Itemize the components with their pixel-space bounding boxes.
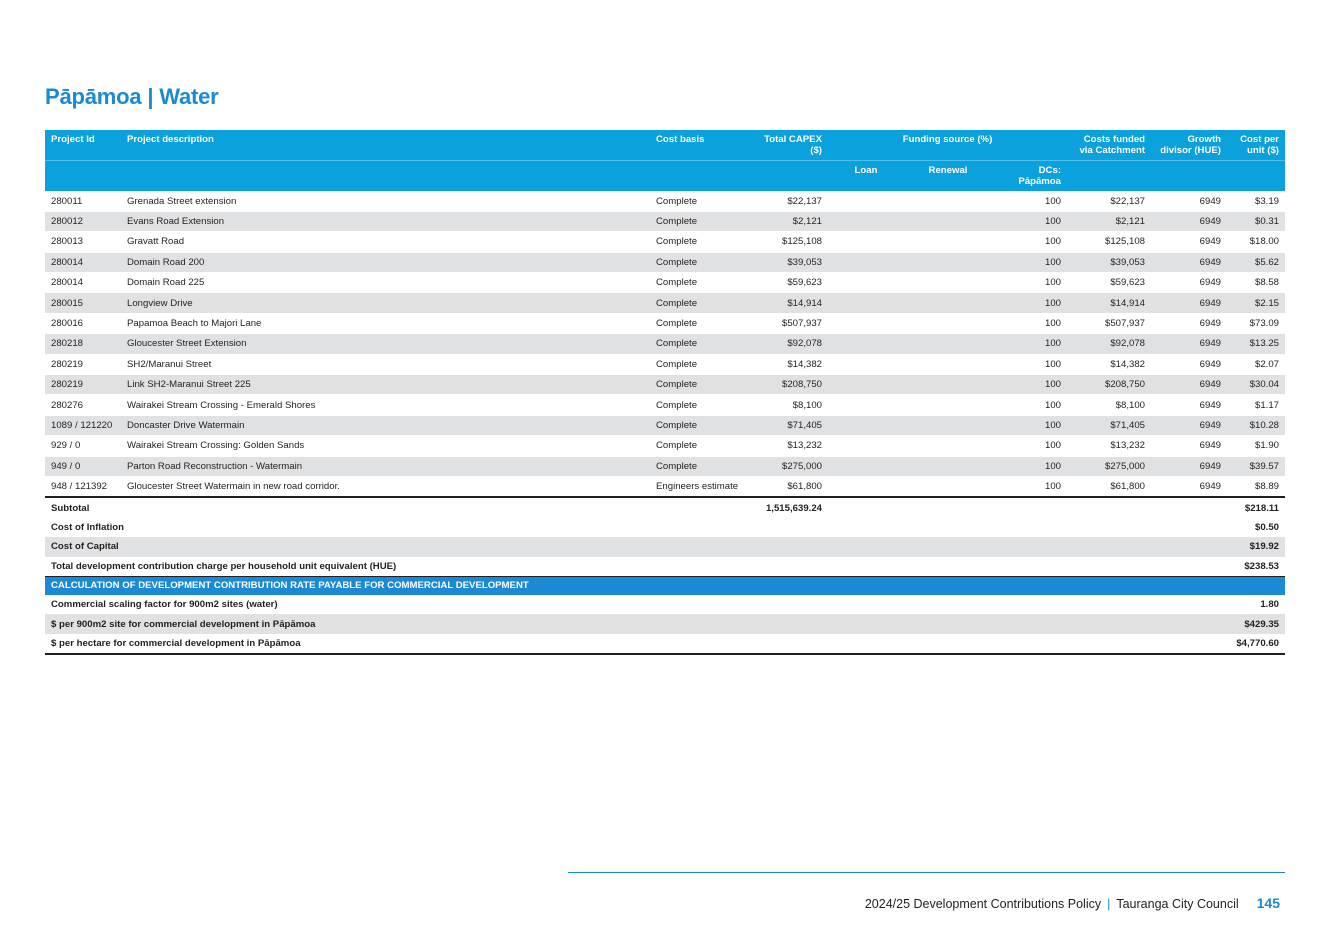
growth-divisor-cell: 6949 [1151, 273, 1227, 293]
table-row [45, 354, 1285, 374]
costs-funded-cell: $507,937 [1067, 313, 1151, 333]
capital-cost: $19.92 [1227, 537, 1285, 556]
growth-divisor-cell: 6949 [1151, 334, 1227, 354]
cost-basis-cell: Complete [650, 293, 750, 313]
dcs-cell: 100 [992, 334, 1067, 354]
cost-per-unit-cell: $2.15 [1227, 293, 1285, 313]
dcs-cell: 100 [992, 211, 1067, 231]
loan-cell [828, 334, 904, 354]
table-row [45, 293, 1285, 313]
total-capex-cell: $61,800 [750, 476, 828, 497]
cost-basis-cell: Complete [650, 211, 750, 231]
table-row [45, 395, 1285, 415]
scaling-value: 1.80 [1260, 599, 1280, 611]
table-row [45, 375, 1285, 395]
loan-cell [828, 476, 904, 497]
total-capex-cell: $13,232 [750, 436, 828, 456]
cost-basis-cell: Complete [650, 375, 750, 395]
table-row [45, 415, 1285, 435]
renewal-cell [904, 476, 992, 497]
project-id-cell: 929 / 0 [45, 436, 121, 456]
costs-funded-cell: $39,053 [1067, 252, 1151, 272]
cost-per-unit-cell: $73.09 [1227, 313, 1285, 333]
footer-council: Tauranga City Council [1116, 897, 1239, 911]
growth-divisor-cell: 6949 [1151, 191, 1227, 211]
renewal-cell [904, 211, 992, 231]
loan-cell [828, 436, 904, 456]
costs-funded-cell: $14,914 [1067, 293, 1151, 313]
loan-cell [828, 211, 904, 231]
growth-divisor-cell: 6949 [1151, 354, 1227, 374]
total-capex-cell: $2,121 [750, 211, 828, 231]
capital-row [45, 537, 1285, 556]
loan-cell [828, 273, 904, 293]
table-header [45, 130, 1285, 191]
total-capex-cell: $125,108 [750, 232, 828, 252]
growth-divisor-cell: 6949 [1151, 375, 1227, 395]
cost-basis-cell: Complete [650, 395, 750, 415]
project-id-cell: 280015 [45, 293, 121, 313]
total-capex-cell: $71,405 [750, 415, 828, 435]
growth-divisor-cell: 6949 [1151, 313, 1227, 333]
table-row [45, 476, 1285, 497]
total-capex-cell: $8,100 [750, 395, 828, 415]
project-id-cell: 280016 [45, 313, 121, 333]
project-id-cell: 280219 [45, 354, 121, 374]
total-charge-row [45, 557, 1285, 577]
cost-per-unit-cell: $13.25 [1227, 334, 1285, 354]
growth-divisor-cell: 6949 [1151, 211, 1227, 231]
costs-funded-cell: $275,000 [1067, 456, 1151, 476]
project-id-cell: 280011 [45, 191, 121, 211]
project-id-cell: 280218 [45, 334, 121, 354]
hectare-label: $ per hectare for commercial development in Pāpāmoa [45, 634, 1227, 654]
costs-funded-cell: $13,232 [1067, 436, 1151, 456]
dcs-cell: 100 [992, 456, 1067, 476]
water-projects-table [45, 130, 1285, 655]
header-cost-basis: Cost basis [650, 130, 750, 160]
commercial-band [45, 576, 1285, 595]
project-description-cell: Link SH2-Maranui Street 225 [121, 375, 650, 395]
costs-funded-cell: $71,405 [1067, 415, 1151, 435]
header-dcs-papamoa: DCs: Pāpāmoa [992, 160, 1067, 191]
subtotal-label: Subtotal [45, 497, 750, 517]
project-description-cell: Parton Road Reconstruction - Watermain [121, 456, 650, 476]
subtotal-capex: 1,515,639.24 [750, 497, 828, 517]
renewal-cell [904, 334, 992, 354]
renewal-cell [904, 456, 992, 476]
project-description-cell: Evans Road Extension [121, 211, 650, 231]
loan-cell [828, 375, 904, 395]
header-growth-divisor: Growth divisor (HUE) [1151, 130, 1227, 160]
project-description-cell: Wairakei Stream Crossing: Golden Sands [121, 436, 650, 456]
loan-cell [828, 395, 904, 415]
inflation-label: Cost of Inflation [51, 521, 125, 533]
site-label: $ per 900m2 site for commercial development in Pāpāmoa [45, 614, 1227, 633]
project-description-cell: Gloucester Street Extension [121, 334, 650, 354]
inflation-cost: $0.50 [1255, 521, 1280, 533]
cost-basis-cell: Complete [650, 191, 750, 211]
loan-cell [828, 415, 904, 435]
total-capex-cell: $39,053 [750, 252, 828, 272]
scaling-label: Commercial scaling factor for 900m2 sites (water) [51, 599, 278, 611]
table-row [45, 211, 1285, 231]
page-footer [865, 895, 1280, 911]
growth-divisor-cell: 6949 [1151, 415, 1227, 435]
cost-per-unit-cell: $39.57 [1227, 456, 1285, 476]
costs-funded-cell: $2,121 [1067, 211, 1151, 231]
project-id-cell: 280219 [45, 375, 121, 395]
loan-cell [828, 354, 904, 374]
dcs-cell: 100 [992, 395, 1067, 415]
scaling-row [45, 595, 1285, 614]
cost-basis-cell: Engineers estimate [650, 476, 750, 497]
cost-basis-cell: Complete [650, 436, 750, 456]
costs-funded-cell: $61,800 [1067, 476, 1151, 497]
cost-basis-cell: Complete [650, 415, 750, 435]
project-id-cell: 949 / 0 [45, 456, 121, 476]
cost-per-unit-cell: $30.04 [1227, 375, 1285, 395]
renewal-cell [904, 395, 992, 415]
loan-cell [828, 232, 904, 252]
renewal-cell [904, 313, 992, 333]
dcs-cell: 100 [992, 232, 1067, 252]
subtotal-cost: $218.11 [1227, 497, 1285, 517]
costs-funded-cell: $14,382 [1067, 354, 1151, 374]
cost-per-unit-cell: $8.58 [1227, 273, 1285, 293]
cost-per-unit-cell: $10.28 [1227, 415, 1285, 435]
dcs-cell: 100 [992, 354, 1067, 374]
cost-basis-cell: Complete [650, 252, 750, 272]
renewal-cell [904, 354, 992, 374]
cost-basis-cell: Complete [650, 354, 750, 374]
table-row [45, 252, 1285, 272]
growth-divisor-cell: 6949 [1151, 456, 1227, 476]
dcs-cell: 100 [992, 293, 1067, 313]
total-capex-cell: $59,623 [750, 273, 828, 293]
costs-funded-cell: $208,750 [1067, 375, 1151, 395]
costs-funded-cell: $8,100 [1067, 395, 1151, 415]
header-cost-per-unit: Cost per unit ($) [1227, 130, 1285, 160]
project-id-cell: 1089 / 121220 [45, 415, 121, 435]
header-total-capex: Total CAPEX ($) [750, 130, 828, 160]
loan-cell [828, 252, 904, 272]
growth-divisor-cell: 6949 [1151, 395, 1227, 415]
renewal-cell [904, 191, 992, 211]
project-description-cell: Domain Road 225 [121, 273, 650, 293]
cost-per-unit-cell: $2.07 [1227, 354, 1285, 374]
project-id-cell: 280012 [45, 211, 121, 231]
loan-cell [828, 456, 904, 476]
site-row [45, 614, 1285, 633]
table-row [45, 191, 1285, 211]
table-row [45, 232, 1285, 252]
cost-basis-cell: Complete [650, 232, 750, 252]
total-capex-cell: $507,937 [750, 313, 828, 333]
growth-divisor-cell: 6949 [1151, 232, 1227, 252]
cost-per-unit-cell: $5.62 [1227, 252, 1285, 272]
summary-section [45, 497, 1285, 654]
subtotal-row [45, 497, 1285, 517]
project-description-cell: SH2/Maranui Street [121, 354, 650, 374]
dcs-cell: 100 [992, 273, 1067, 293]
table-row [45, 334, 1285, 354]
footer-rule [568, 872, 1285, 873]
renewal-cell [904, 375, 992, 395]
renewal-cell [904, 293, 992, 313]
commercial-band-label: CALCULATION OF DEVELOPMENT CONTRIBUTION RATE PAYABLE FOR COMMERCIAL DEVELOPMENT [45, 576, 1285, 595]
footer-separator: | [1107, 897, 1111, 911]
project-description-cell: Wairakei Stream Crossing - Emerald Shores [121, 395, 650, 415]
cost-per-unit-cell: $18.00 [1227, 232, 1285, 252]
footer-policy: 2024/25 Development Contributions Policy [864, 897, 1102, 911]
cost-basis-cell: Complete [650, 334, 750, 354]
capital-label: Cost of Capital [45, 537, 1227, 556]
project-id-cell: 280276 [45, 395, 121, 415]
renewal-cell [904, 273, 992, 293]
table-row [45, 436, 1285, 456]
project-description-cell: Domain Road 200 [121, 252, 650, 272]
header-project-description: Project description [121, 130, 650, 160]
total-capex-cell: $208,750 [750, 375, 828, 395]
cost-basis-cell: Complete [650, 313, 750, 333]
dcs-cell: 100 [992, 375, 1067, 395]
cost-per-unit-cell: $8.89 [1227, 476, 1285, 497]
loan-cell [828, 293, 904, 313]
renewal-cell [904, 436, 992, 456]
project-description-cell: Doncaster Drive Watermain [121, 415, 650, 435]
header-renewal: Renewal [904, 160, 992, 191]
loan-cell [828, 191, 904, 211]
table-row [45, 456, 1285, 476]
hectare-row [45, 634, 1285, 654]
cost-per-unit-cell: $1.90 [1227, 436, 1285, 456]
header-project-id: Project Id [45, 130, 121, 160]
cost-basis-cell: Complete [650, 273, 750, 293]
costs-funded-cell: $22,137 [1067, 191, 1151, 211]
page-title: Pāpāmoa | Water [45, 84, 219, 109]
dcs-cell: 100 [992, 415, 1067, 435]
hectare-value: $4,770.60 [1227, 634, 1285, 654]
project-id-cell: 280014 [45, 252, 121, 272]
dcs-cell: 100 [992, 191, 1067, 211]
table-row [45, 313, 1285, 333]
project-description-cell: Gloucester Street Watermain in new road corridor. [121, 476, 650, 497]
costs-funded-cell: $125,108 [1067, 232, 1151, 252]
total-capex-cell: $22,137 [750, 191, 828, 211]
inflation-row [45, 518, 1285, 537]
cost-per-unit-cell: $3.19 [1227, 191, 1285, 211]
total-capex-cell: $14,914 [750, 293, 828, 313]
site-value: $429.35 [1227, 614, 1285, 633]
project-description-cell: Grenada Street extension [121, 191, 650, 211]
project-rows [45, 191, 1285, 497]
renewal-cell [904, 232, 992, 252]
growth-divisor-cell: 6949 [1151, 293, 1227, 313]
dcs-cell: 100 [992, 436, 1067, 456]
header-loan: Loan [828, 160, 904, 191]
cost-per-unit-cell: $0.31 [1227, 211, 1285, 231]
header-costs-funded: Costs funded via Catchment [1067, 130, 1151, 160]
page-number: 145 [1256, 895, 1280, 911]
project-id-cell: 948 / 121392 [45, 476, 121, 497]
costs-funded-cell: $59,623 [1067, 273, 1151, 293]
project-description-cell: Longview Drive [121, 293, 650, 313]
project-description-cell: Gravatt Road [121, 232, 650, 252]
loan-cell [828, 313, 904, 333]
renewal-cell [904, 415, 992, 435]
total-capex-cell: $275,000 [750, 456, 828, 476]
project-description-cell: Papamoa Beach to Majori Lane [121, 313, 650, 333]
total-capex-cell: $92,078 [750, 334, 828, 354]
cost-per-unit-cell: $1.17 [1227, 395, 1285, 415]
project-id-cell: 280014 [45, 273, 121, 293]
cost-basis-cell: Complete [650, 456, 750, 476]
growth-divisor-cell: 6949 [1151, 436, 1227, 456]
renewal-cell [904, 252, 992, 272]
growth-divisor-cell: 6949 [1151, 476, 1227, 497]
dcs-cell: 100 [992, 313, 1067, 333]
total-charge-label: Total development contribution charge per household unit equivalent (HUE) [45, 557, 1227, 577]
dcs-cell: 100 [992, 476, 1067, 497]
total-capex-cell: $14,382 [750, 354, 828, 374]
project-id-cell: 280013 [45, 232, 121, 252]
table-row [45, 273, 1285, 293]
header-funding-source: Funding source (%) [828, 130, 1067, 160]
dcs-cell: 100 [992, 252, 1067, 272]
total-charge-cost: $238.53 [1227, 557, 1285, 577]
growth-divisor-cell: 6949 [1151, 252, 1227, 272]
costs-funded-cell: $92,078 [1067, 334, 1151, 354]
